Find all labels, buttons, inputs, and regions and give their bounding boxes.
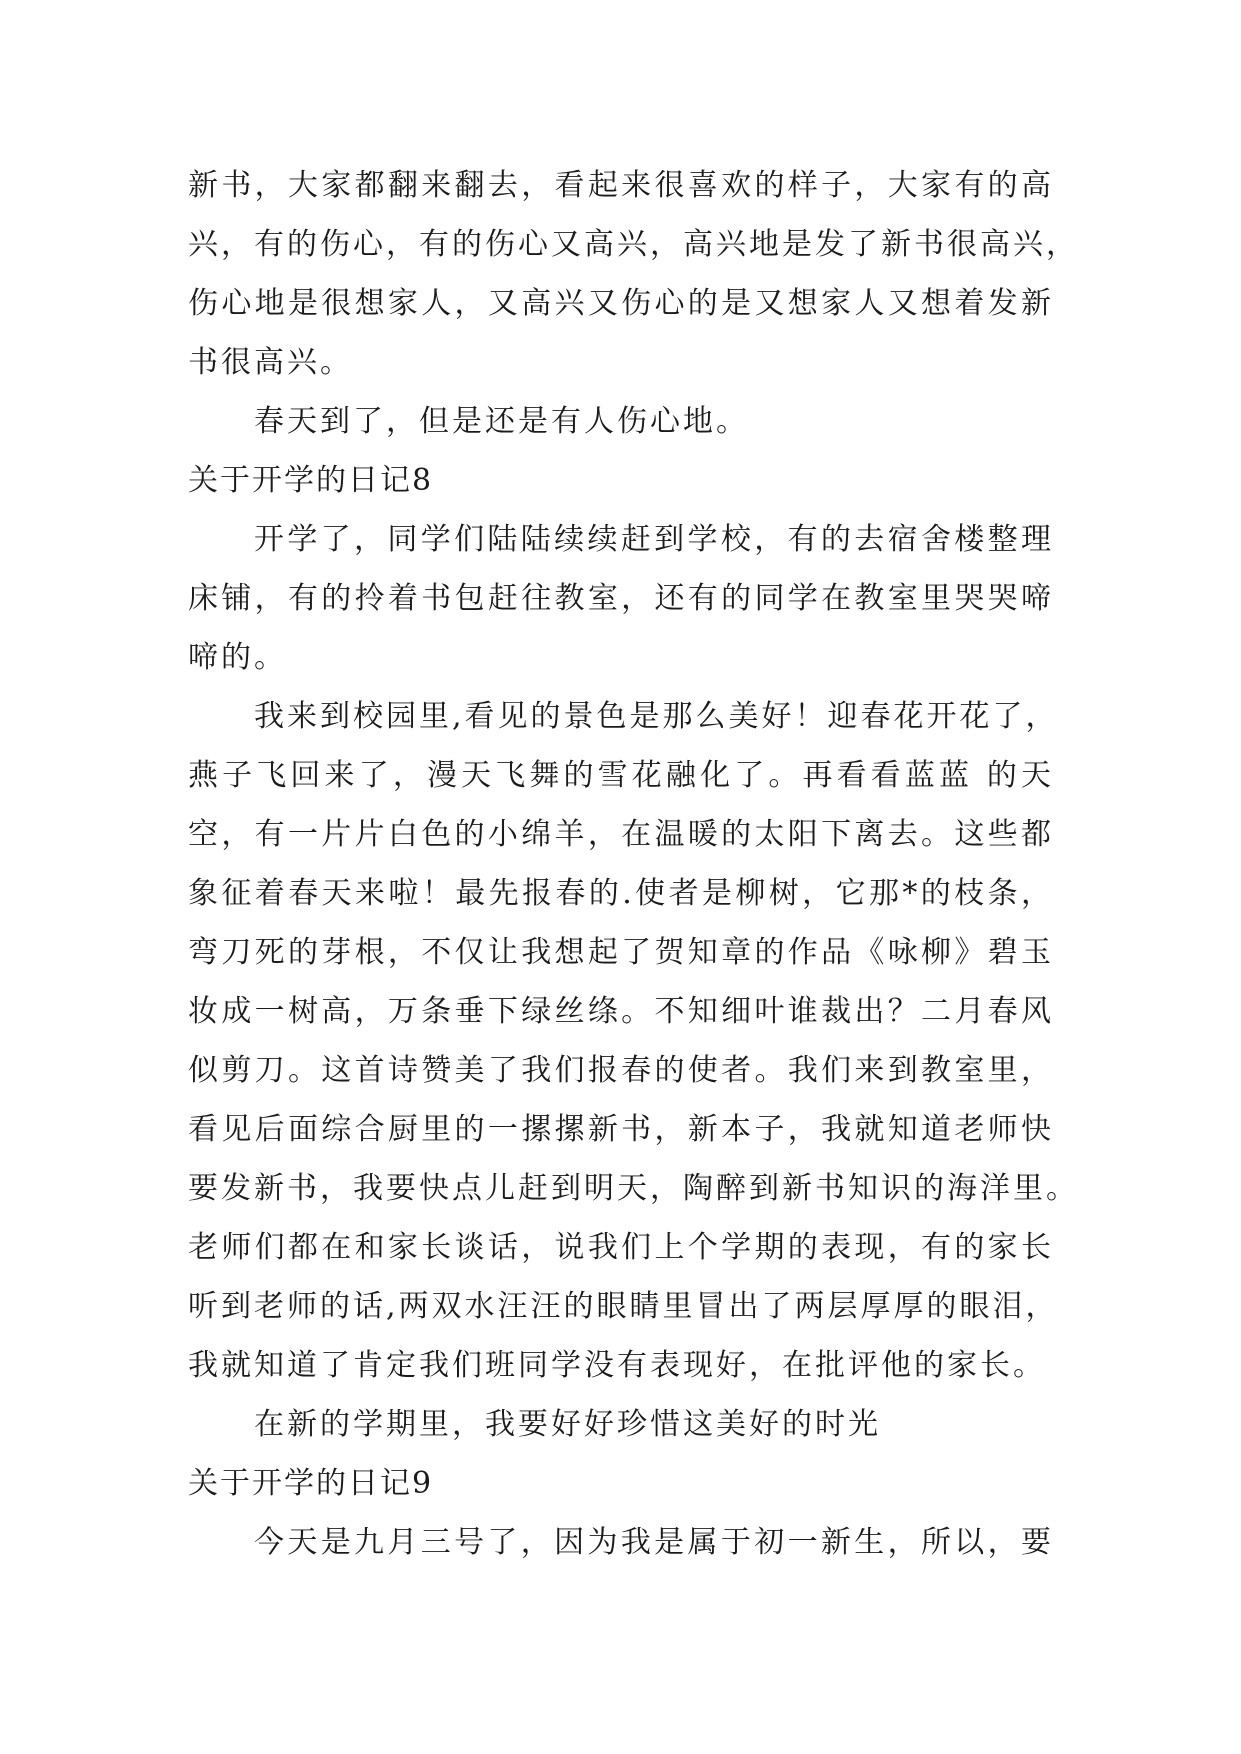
- paragraph: [188, 687, 1079, 1395]
- entry-heading: 关于开学的日记9: [188, 1466, 434, 1501]
- entry-heading: 关于开学的日记8: [188, 463, 434, 498]
- paragraph-line: 老师们都在和家长谈话，说我们上个学期的表现，有的家长: [188, 1230, 1054, 1265]
- paragraph-line: 新书，大家都翻来翻去，看起来很喜欢的样子，大家有的高: [188, 168, 1054, 203]
- paragraph-line: 要发新书，我要快点儿赶到明天，陶醉到新书知识的海洋里。: [188, 1171, 1079, 1206]
- paragraph-line: 看见后面综合厨里的一摞摞新书，新本子，我就知道老师快: [188, 1112, 1054, 1147]
- paragraph-line: 我来到校园里,看见的景色是那么美好！迎春花开花了，: [254, 699, 1059, 734]
- paragraph-line: 书很高兴。: [188, 345, 353, 380]
- paragraph-line: 我就知道了肯定我们班同学没有表现好，在批评他的家长。: [188, 1348, 1046, 1383]
- paragraph: [188, 156, 1079, 392]
- paragraph: [188, 1395, 1054, 1454]
- paragraph-line: 燕子飞回来了，漫天飞舞的雪花融化了。再看看蓝蓝 的天: [188, 758, 1054, 793]
- paragraph-line: 春天到了，但是还是有人伤心地。: [254, 404, 749, 439]
- paragraph-line: 伤心地是很想家人，又高兴又伤心的是又想家人又想着发新: [188, 286, 1054, 321]
- paragraph-line: 象征着春天来啦！最先报春的.使者是柳树，它那*的枝条，: [188, 876, 1054, 911]
- document-body: [188, 156, 1079, 1572]
- paragraph: [188, 392, 1054, 451]
- paragraph-line: 床铺，有的拎着书包赶往教室，还有的同学在教室里哭哭啼: [188, 581, 1054, 616]
- paragraph-line: 今天是九月三号了，因为我是属于初一新生，所以，要: [254, 1525, 1054, 1560]
- paragraph-line: 开学了，同学们陆陆续续赶到学校，有的去宿舍楼整理: [254, 522, 1054, 557]
- paragraph-line: 空，有一片片白色的小绵羊，在温暖的太阳下离去。这些都: [188, 817, 1054, 852]
- paragraph-line: 妆成一树高，万条垂下绿丝绦。不知细叶谁裁出？二月春风: [188, 994, 1054, 1029]
- paragraph-line: 似剪刀。这首诗赞美了我们报春的使者。我们来到教室里，: [188, 1053, 1054, 1088]
- paragraph: [188, 1513, 1054, 1572]
- paragraph-line: 听到老师的话,两双水汪汪的眼睛里冒出了两层厚厚的眼泪，: [188, 1289, 1059, 1324]
- paragraph: [188, 510, 1054, 687]
- paragraph-line: 兴，有的伤心，有的伤心又高兴，高兴地是发了新书很高兴，: [188, 227, 1079, 262]
- paragraph-line: 在新的学期里，我要好好珍惜这美好的时光: [254, 1407, 881, 1442]
- paragraph-line: 啼的。: [188, 640, 287, 675]
- paragraph-line: 弯刀死的芽根，不仅让我想起了贺知章的作品《咏柳》碧玉: [188, 935, 1054, 970]
- diary-entry: [188, 451, 1079, 1454]
- diary-entry: [188, 1454, 1054, 1572]
